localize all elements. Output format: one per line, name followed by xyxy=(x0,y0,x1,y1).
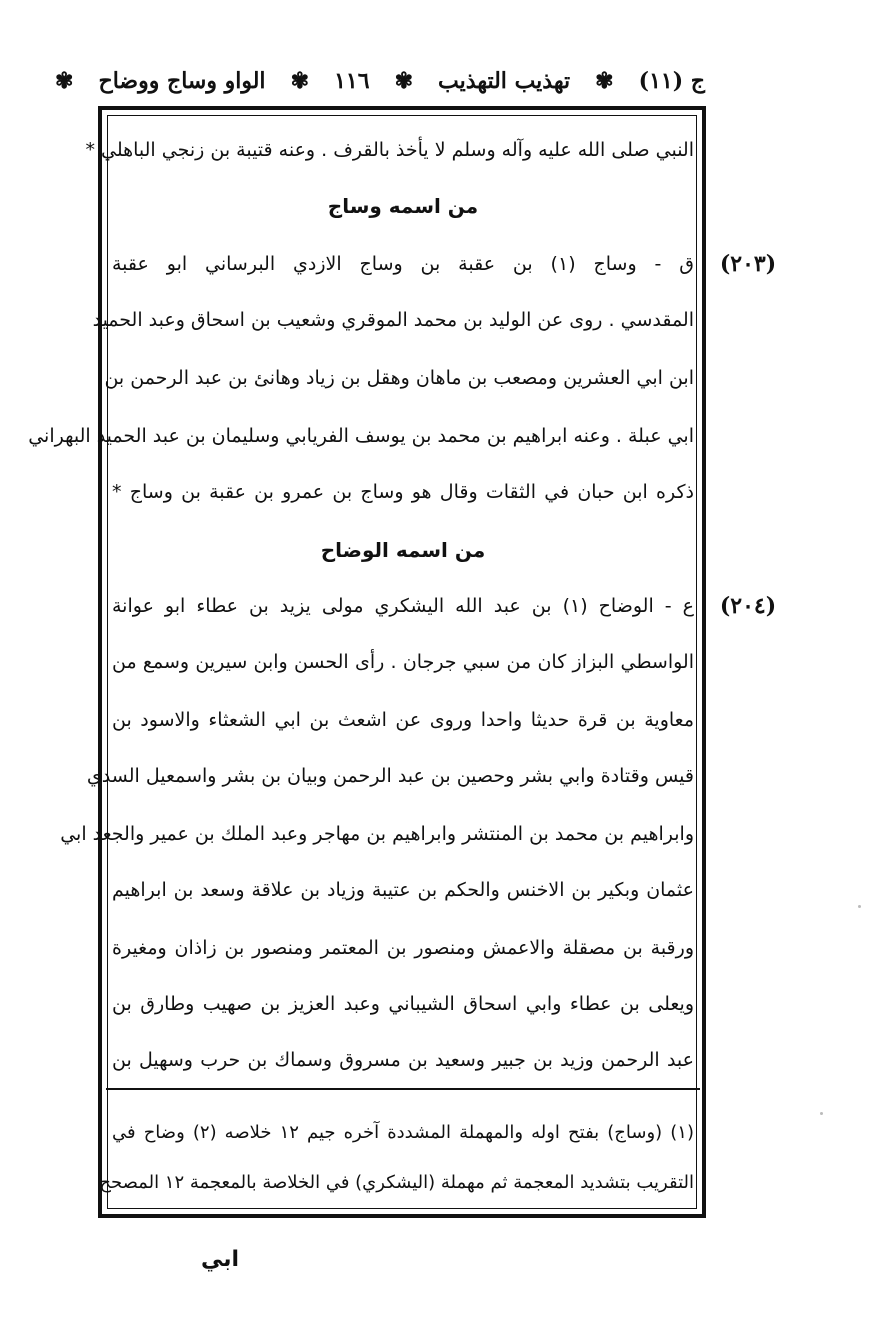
text-line: عثمان وبكير بن الاخنس والحكم بن عتيبة وزياد بن علاقة وسعد بن ابراهيم xyxy=(112,879,694,901)
text-line: وابراهيم بن محمد بن المنتشر وابراهيم بن مهاجر وعبد الملك بن عمير والجعد ابي xyxy=(60,823,694,845)
text-line: النبي صلى الله عليه وآله وسلم لا يأخذ بالقرف . وعنه قتيبة بن زنجي الباهلي * xyxy=(85,139,694,161)
footnote-divider xyxy=(106,1088,700,1090)
text-line: عبد الرحمن وزيد بن جبير وسعيد بن مسروق وسماك بن حرب وسهيل بن xyxy=(112,1049,694,1071)
footnote-line: التقريب بتشديد المعجمة ثم مهملة (اليشكري) في الخلاصة بالمعجمة ١٢ المصحح xyxy=(99,1172,694,1193)
paper-speck xyxy=(820,1112,823,1115)
header-book-title: تهذيب التهذيب xyxy=(438,68,571,94)
footnote-line: (١) (وساج) بفتح اوله والمهملة المشددة آخره جيم ١٢ خلاصه (٢) وضاح في xyxy=(112,1122,694,1143)
entry-number-204: (٢٠٤) xyxy=(719,593,777,619)
catchword: ابي xyxy=(200,1247,240,1272)
text-line: الواسطي البزاز كان من سبي جرجان . رأى الحسن وابن سيرين وسمع من xyxy=(112,651,694,673)
section-heading: من اسمه الوضاح xyxy=(320,538,486,562)
text-line: ورقبة بن مصقلة والاعمش ومنصور بن المعتمر ومنصور بن زاذان ومغيرة xyxy=(112,937,694,959)
text-line: ابن ابي العشرين ومصعب بن ماهان وهقل بن زياد وهانئ بن عبد الرحمن بن xyxy=(104,367,694,389)
section-heading: من اسمه وساج xyxy=(327,194,479,218)
header-page-number: ١١٦ xyxy=(334,68,370,94)
text-line: معاوية بن قرة حديثا واحدا وروى عن اشعث بن ابي الشعثاء والاسود بن xyxy=(112,709,694,731)
header-section: الواو وساج ووضاح xyxy=(98,68,266,94)
text-line: ق - وساج (١) بن عقبة بن وساج الازدي البرساني ابو عقبة xyxy=(112,253,694,275)
flower-ornament-icon: ✾ xyxy=(55,68,74,94)
page-header xyxy=(55,58,705,104)
flower-ornament-icon: ✾ xyxy=(290,68,310,94)
text-line: قيس وقتادة وابي بشر وحصين بن عبد الرحمن وبيان بن بشر واسمعيل السدي xyxy=(86,765,694,787)
text-line: المقدسي . روى عن الوليد بن محمد الموقري وشعيب بن اسحاق وعبد الحميد xyxy=(92,309,694,331)
entry-number-203: (٢٠٣) xyxy=(719,251,777,277)
text-line: ذكره ابن حبان في الثقات وقال هو وساج بن عمرو بن عقبة بن وساج * xyxy=(112,481,694,503)
text-line: ابي عبلة . وعنه ابراهيم بن محمد بن يوسف الفريابي وسليمان بن عبد الحميد البهراني xyxy=(28,425,694,447)
paper-speck xyxy=(858,905,861,908)
header-volume: ج (١١) xyxy=(638,68,705,94)
text-line: ويعلى بن عطاء وابي اسحاق الشيباني وعبد العزيز بن صهيب وطارق بن xyxy=(112,993,694,1015)
text-line: ع - الوضاح (١) بن عبد الله اليشكري مولى يزيد بن عطاء ابو عوانة xyxy=(112,595,694,617)
flower-ornament-icon: ✾ xyxy=(595,68,614,94)
flower-ornament-icon: ✾ xyxy=(394,68,413,94)
